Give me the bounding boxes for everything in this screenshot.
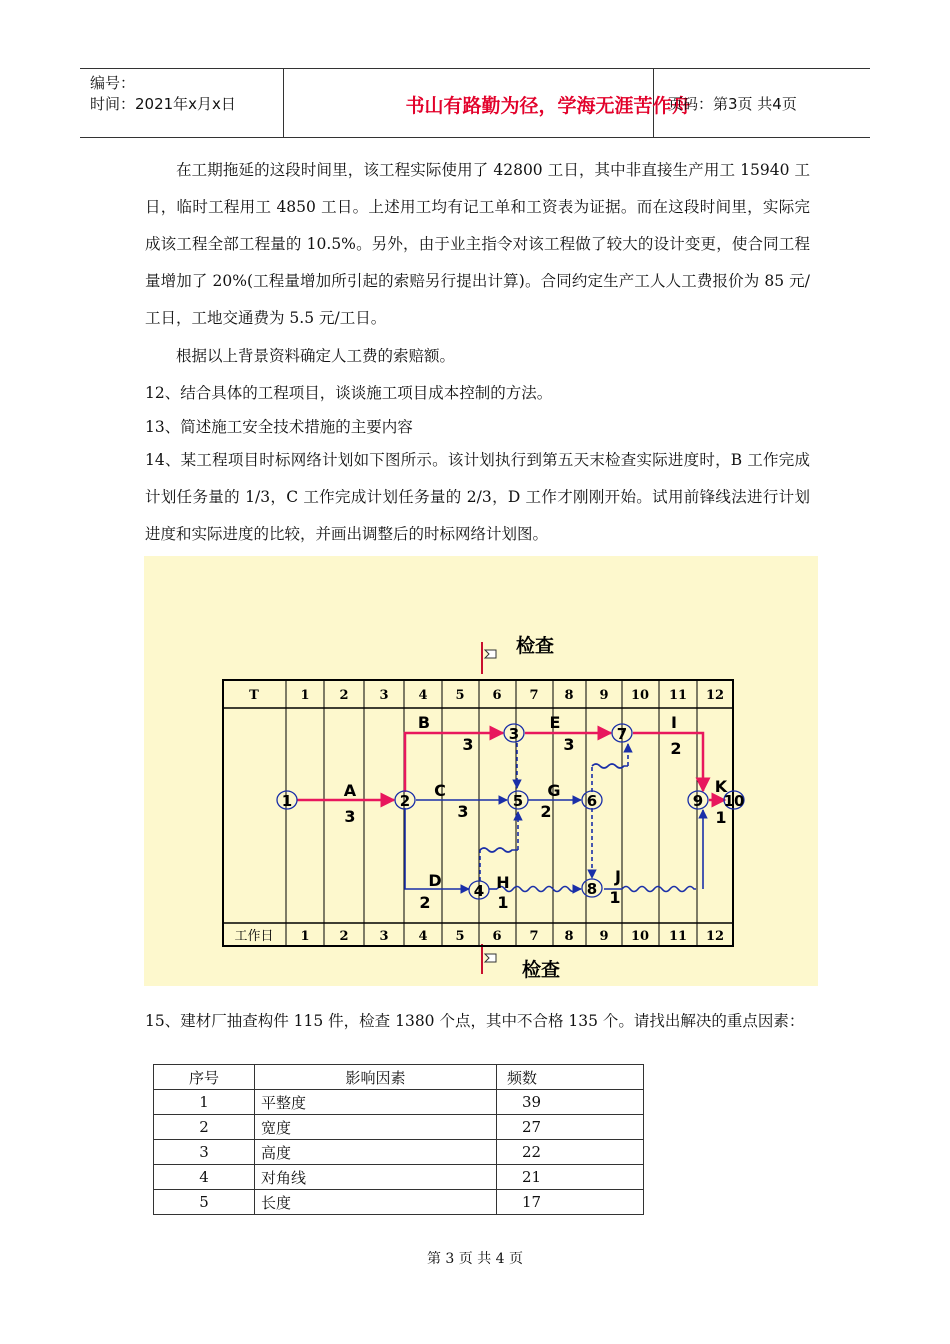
- top-day-label: 2: [339, 688, 349, 703]
- header-motto: 书山有路勤为径，学海无涯苦作舟: [405, 95, 691, 117]
- activity-i-name: I: [671, 713, 677, 732]
- svg-text:1: 1: [281, 792, 293, 810]
- activity-g-name: G: [547, 781, 561, 800]
- check-label-top: 检查: [516, 635, 555, 657]
- node-8: [582, 879, 602, 898]
- bottom-day-label: 9: [599, 929, 609, 944]
- node-6: [582, 791, 602, 810]
- node-2: [395, 791, 415, 810]
- question-13: 13、简述施工安全技术措施的主要内容: [145, 418, 413, 436]
- table-row: 4 对角线 21: [154, 1165, 644, 1190]
- activity-g-duration: 2: [540, 802, 552, 821]
- network-diagram: [144, 556, 818, 986]
- dummy-6-7-free-float: [592, 764, 628, 768]
- activity-a-name: A: [343, 781, 357, 800]
- activity-c-name: C: [434, 781, 446, 800]
- question-12: 12、结合具体的工程项目，谈谈施工项目成本控制的方法。: [145, 384, 553, 402]
- top-day-label: 7: [529, 688, 539, 703]
- svg-text:2: 2: [399, 792, 411, 810]
- activity-j-name: J: [615, 867, 621, 886]
- activity-h-duration: 1: [497, 893, 509, 912]
- background-paragraph: 在工期拖延的这段时间里，该工程实际使用了 42800 工日，其中非直接生产用工 15940 工日，临时工程用工 4850 工日。上述用工均有记工单和工资表为证据。而在这段时间里，实际完成该工程全部工程量的 10.5%。另外，由于业主指令对该工程做了较大的设计变更，使合同工程量增加了 20%(工程量增加所引起的索赔另行提出计算)。合同约定生产工人人工费报价为 85 元/工日，工地交通费为 5.5 元/工日。: [145, 161, 810, 327]
- activity-i-arrow: [633, 733, 703, 791]
- activity-e-duration: 3: [563, 735, 575, 754]
- table-row: 5 长度 17: [154, 1190, 644, 1215]
- svg-text:3: 3: [508, 725, 520, 743]
- bottom-day-label: 4: [418, 929, 428, 944]
- top-day-label: 1: [300, 688, 310, 703]
- question-14: 14、某工程项目时标网络计划如下图所示。该计划执行到第五天末检查实际进度时，B 工作完成计划任务量的 1/3，C 工作完成计划任务量的 2/3，D 工作才刚刚开始。试用前锋线法进行计划进度和实际进度的比较，并画出调整后的时标网络计划图。: [145, 451, 810, 543]
- bottom-day-label: 3: [379, 929, 389, 944]
- page-header: [80, 68, 870, 138]
- page-footer: 第 3 页 共 4 页: [426, 1251, 524, 1267]
- activity-d-name: D: [428, 871, 442, 890]
- bottom-day-label: 5: [455, 929, 465, 944]
- activity-k-name: K: [714, 777, 728, 796]
- table-row: 3 高度 22: [154, 1140, 644, 1165]
- table-row: 1 平整度 39: [154, 1090, 644, 1115]
- number-label: 编号：: [90, 74, 136, 92]
- activity-i-duration: 2: [670, 739, 682, 758]
- bottom-day-label: 6: [492, 929, 502, 944]
- activity-a-duration: 3: [344, 807, 356, 826]
- top-day-label: 8: [564, 688, 574, 703]
- bottom-day-label: 1: [300, 929, 310, 944]
- column-header: 频数: [497, 1065, 644, 1090]
- top-day-label: 6: [492, 688, 502, 703]
- node-4: [469, 881, 489, 900]
- task-paragraph: 根据以上背景资料确定人工费的索赔额。: [176, 347, 456, 365]
- top-day-label: 10: [630, 688, 650, 703]
- bottom-day-label: 8: [564, 929, 574, 944]
- bottom-day-label: 10: [630, 929, 650, 944]
- node-1: [277, 791, 297, 810]
- activity-k-duration: 1: [715, 808, 727, 827]
- node-9: [688, 791, 708, 810]
- table-header-row: [154, 1065, 644, 1090]
- activity-j-duration: 1: [609, 888, 621, 907]
- svg-text:8: 8: [586, 880, 598, 898]
- top-day-label: 11: [668, 688, 688, 703]
- bottom-day-label: 7: [529, 929, 539, 944]
- node-7: [612, 724, 632, 743]
- svg-text:10: 10: [723, 792, 745, 810]
- activity-e-name: E: [549, 713, 561, 732]
- top-day-label: 4: [418, 688, 428, 703]
- dummy-4-5-free-float: [480, 848, 518, 852]
- activity-h-name: H: [496, 873, 510, 892]
- bottom-day-label: 11: [668, 929, 688, 944]
- header-divider: [283, 69, 284, 137]
- bottom-day-label: 12: [705, 929, 725, 944]
- check-flag-bottom: [482, 944, 496, 974]
- svg-text:6: 6: [586, 792, 598, 810]
- time-label: 时间：2021年x月x日: [90, 95, 236, 113]
- svg-text:5: 5: [512, 792, 524, 810]
- column-header: 序号: [154, 1065, 255, 1090]
- activity-d-duration: 2: [419, 893, 431, 912]
- activity-b-arrow: [405, 733, 503, 792]
- network-diagram-svg: [144, 556, 818, 986]
- question-15: 15、建材厂抽查构件 115 件，检查 1380 个点，其中不合格 135 个。请找出解决的重点因素：: [145, 1012, 805, 1030]
- svg-text:7: 7: [616, 725, 628, 743]
- svg-text:9: 9: [692, 792, 704, 810]
- header-left: [90, 73, 236, 115]
- table-row: 2 宽度 27: [154, 1115, 644, 1140]
- activity-b-name: B: [417, 713, 431, 732]
- top-day-label: 9: [599, 688, 609, 703]
- top-day-label: 3: [379, 688, 389, 703]
- activity-b-duration: 3: [462, 735, 474, 754]
- page-info: 页码：第3页 共4页: [668, 95, 797, 113]
- time-grid: [223, 680, 733, 946]
- column-header: 影响因素: [255, 1065, 497, 1090]
- node-3: [504, 724, 524, 743]
- check-flag-top: [482, 642, 496, 674]
- node-5: [508, 791, 528, 810]
- bottom-axis-title: 工作日: [234, 929, 274, 944]
- svg-text:4: 4: [473, 882, 485, 900]
- factor-table: [153, 1064, 644, 1215]
- check-label-bottom: 检查: [522, 959, 561, 981]
- top-day-label: 5: [455, 688, 465, 703]
- activity-c-duration: 3: [457, 802, 469, 821]
- bottom-day-label: 2: [339, 929, 349, 944]
- top-day-label: 12: [705, 688, 725, 703]
- top-axis-title: T: [249, 688, 259, 703]
